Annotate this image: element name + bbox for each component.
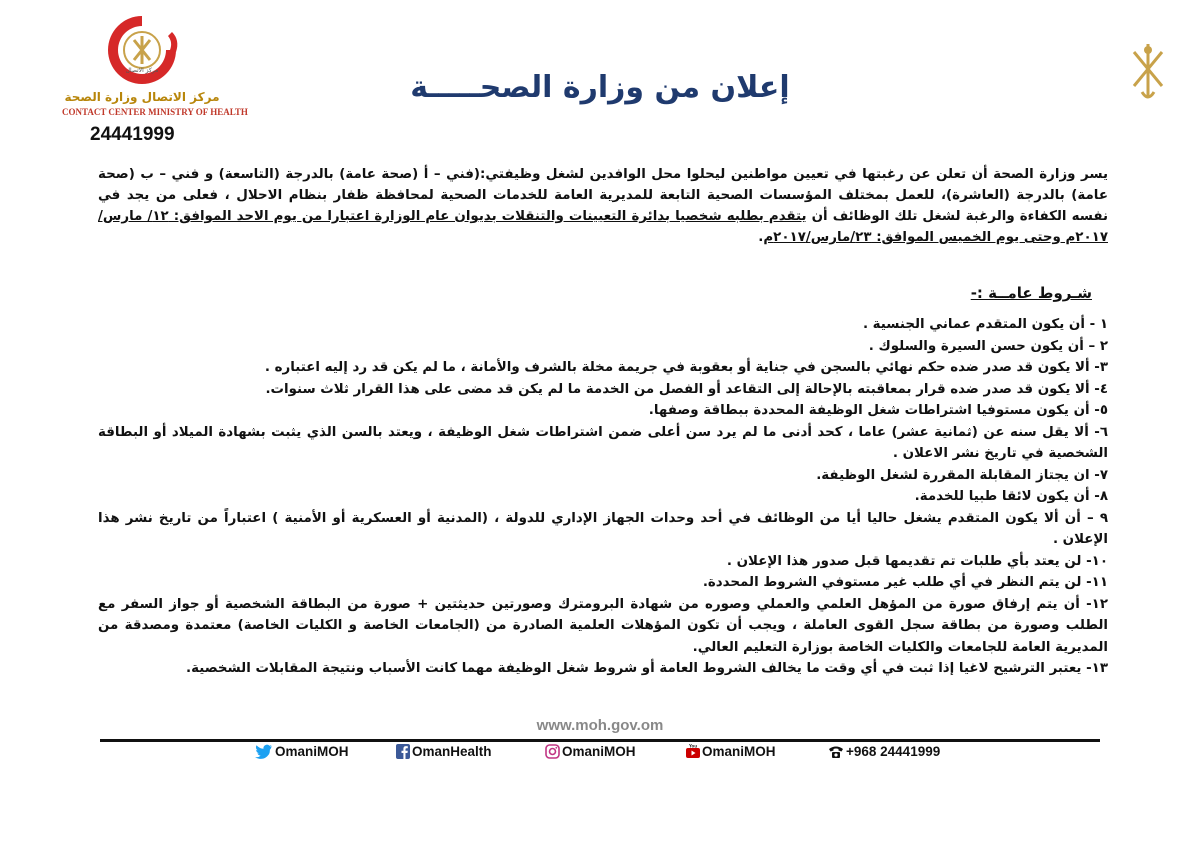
logo-caption: مركز الاتصال [125, 67, 159, 74]
youtube-icon [686, 744, 700, 762]
announcement-intro [98, 164, 1108, 248]
condition-item: ١٢- أن يتم إرفاق صورة من المؤهل العلمي والعملي وصوره من شهادة البرومترك وصورتين حديثتين + صورة من البطاقة الشخصية أو جواز السفر مع الطلب وصورة من بطاقة سجل القوى العاملة ، ويجب أن تكون المؤهلات العلمية الصادرة من (الجامعات الخاصة و الكليات الخاصة) معتمدة ومصدقة من المديرية العامة للجامعات والكليات الخاصة بوزارة التعليم العالي. [98, 596, 1108, 655]
condition-item: ١١- لن يتم النظر في أي طلب غير مستوفي الشروط المحددة. [702, 575, 1108, 590]
social-media-bar [200, 742, 960, 768]
condition-item: ٧- ان يجتاز المقابلة المقررة لشغل الوظيفة. [816, 467, 1108, 483]
twitter-link[interactable] [255, 744, 349, 762]
condition-item: ٣- ألا يكون قد صدر ضده حكم نهائي بالسجن في جناية أو بعقوبة في جريمة مخلة بالشرف والأمانة ، ما لم يكن قد رد إليه اعتباره . [264, 360, 1108, 375]
contact-center-logo [62, 10, 248, 125]
svg-text:You: You [688, 744, 698, 749]
condition-item: ١٣- يعتبر الترشيح لاغيا إذا ثبت في أي وقت ما يخالف الشروط العامة أو شروط شغل الوظيفة مهما كانت الأسباب ونتيجة المقابلات الشخصية. [186, 661, 1108, 676]
condition-item: ٤- ألا يكون قد صدر ضده قرار بمعاقبته بالإحالة إلى التقاعد أو الفصل من الخدمة ما لم يكن قد مضى على هذا القرار ثلاث سنوات. [265, 381, 1108, 397]
crescent-emblem-icon [1090, 30, 1190, 115]
condition-item: ٢ – أن يكون حسن السيرة والسلوك . [868, 338, 1108, 354]
contact-center-arabic: مركز الاتصال وزارة الصحة [64, 90, 220, 104]
intro-application-dates: يتقدم بطلبه شخصيا بدائرة التعيينات والتنقلات بديوان عام الوزارة اعتبارا من يوم الاحد الموافق: ١٢/ مارس/٢٠١٧م وحتى يوم الخميس الموافق: ٢٣/مارس/٢٠١٧م [98, 209, 1108, 245]
condition-item: ٥- أن يكون مستوفيا اشتراطات شغل الوظيفة المحددة ببطاقة وصفها. [648, 403, 1108, 418]
facebook-icon [396, 744, 410, 762]
twitter-icon [255, 744, 273, 762]
conditions-heading: شـروط عامــة :- [970, 284, 1092, 302]
instagram-icon [545, 744, 560, 762]
intro-end: . [758, 230, 764, 245]
condition-item: ١٠- لن يعتد بأي طلبات تم تقديمها قبل صدور هذا الإعلان . [726, 553, 1108, 569]
youtube-link[interactable] [686, 744, 776, 762]
footer-phone: +968 24441999 [846, 744, 941, 759]
contact-center-emblem [92, 10, 192, 90]
phone-handset-icon [168, 32, 177, 52]
ministry-of-health-logo [1090, 30, 1190, 119]
contact-center-english: CONTACT CENTER MINISTRY OF HEALTH [62, 107, 248, 117]
intro-text: يسر وزارة الصحة أن تعلن عن رغبتها في تعيين مواطنين ليحلوا محل الوافدين لشغل وظيفتي:(فني – أ (صحة عامة) بالدرجة (التاسعة) و فني – ب (صحة عامة) بالدرجة (العاشرة)، للعمل بمختلف المؤسسات الصحية التابعة للمديرية العامة للخدمات الصحية لمحافظة ظفار بنظام الاحلال ، فعلى من يجد في نفسه الكفاءة والرغبة لشغل تلك الوظائف أن [98, 167, 1108, 224]
youtube-handle: OmaniMOH [702, 744, 776, 759]
facebook-link[interactable] [396, 744, 492, 762]
condition-item: ٩ – أن ألا يكون المتقدم يشغل حاليا أيا من الوظائف في أحد وحدات الجهاز الإداري للدولة ، (المدنية أو العسكرية أو الأمنية ) اعتباراً من تاريخ نشر هذا الإعلان . [98, 510, 1108, 547]
twitter-handle: OmaniMOH [275, 744, 349, 759]
facebook-handle: OmanHealth [412, 744, 492, 759]
condition-item: ٨- أن يكون لائقا طبيا للخدمة. [914, 489, 1108, 504]
website-link[interactable]: www.moh.gov.om [536, 717, 664, 734]
contact-phone-number: 24441999 [90, 124, 175, 145]
page-title: إعلان من وزارة الصحـــــة [410, 70, 790, 105]
instagram-handle: OmaniMOH [562, 744, 636, 759]
conditions-list [98, 314, 1108, 680]
condition-item: ٦- ألا يقل سنه عن (ثمانية عشر) عاما ، كحد أدنى ما لم يرد سن أعلى ضمن اشتراطات شغل الوظيفة ، ويعتد بالسن الذي يثبت بشهادة الميلاد أو البطاقة الشخصية في تاريخ نشر الاعلان . [98, 424, 1108, 461]
instagram-link[interactable] [545, 744, 636, 762]
condition-item: ١ - أن يكون المتقدم عماني الجنسية . [862, 317, 1108, 332]
phone-link[interactable] [828, 744, 940, 762]
telephone-icon [828, 745, 844, 762]
